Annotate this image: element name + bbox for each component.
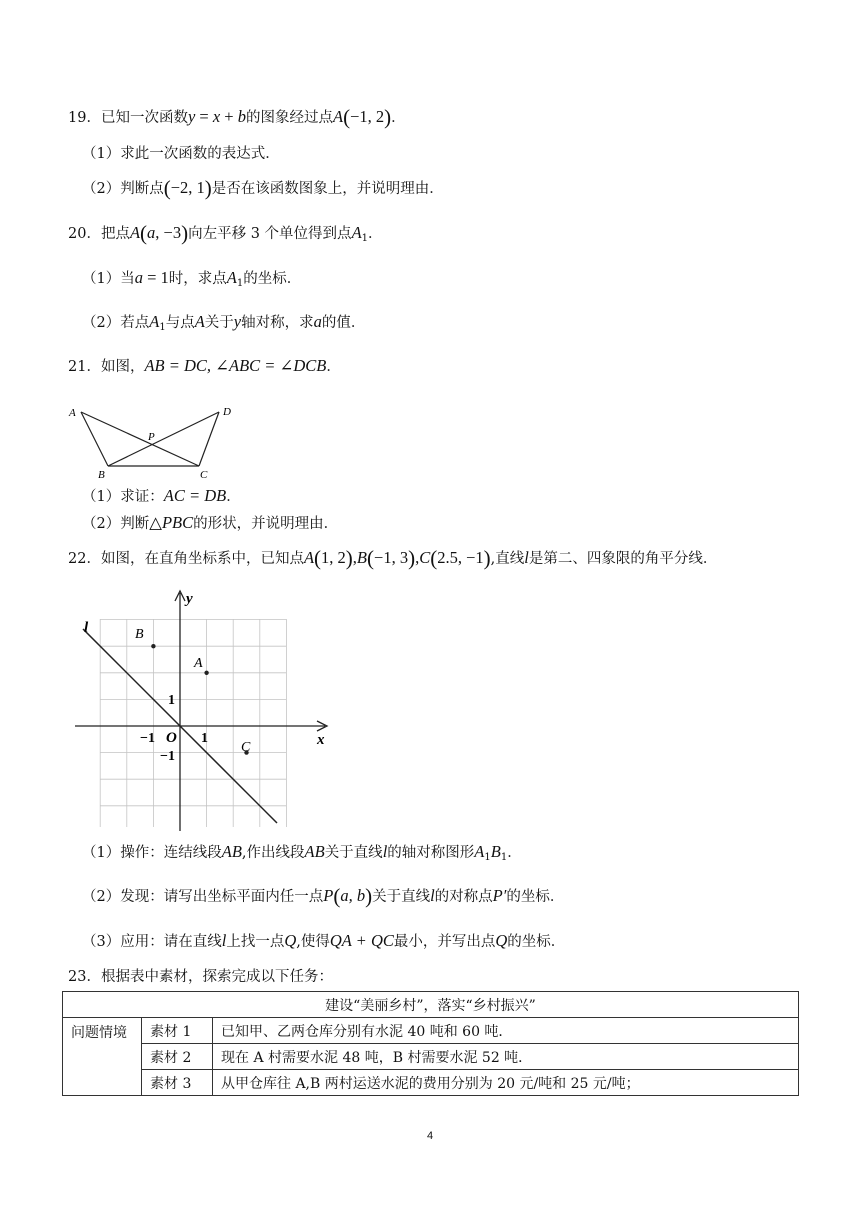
label-o: O bbox=[166, 730, 177, 746]
row-label: 素材 1 bbox=[142, 1018, 213, 1044]
row-content: 已知甲、乙两仓库分别有水泥 40 吨和 60 吨． bbox=[213, 1018, 799, 1044]
q20-part1: （1）当a = 1时，求点$A_1$的坐标． bbox=[82, 268, 302, 289]
fig21-label-p: P bbox=[148, 431, 155, 443]
table-title: 建设“美丽乡村”，落实“乡村振兴” bbox=[63, 992, 799, 1018]
q22-stem: 22．如图，在直角坐标系中，已知点A(1, 2),B(−1, 3),C(2.5, −1),直线l是第二、四象限的角平分线． bbox=[68, 546, 718, 570]
point-a bbox=[204, 671, 208, 675]
q22-part2: （2）发现：请写出坐标平面内任一点P(a, b)关于直线l的对称点P′的坐标． bbox=[82, 884, 565, 908]
table-title-row bbox=[63, 992, 799, 1018]
q21-part1: （1）求证：AC = DB． bbox=[82, 486, 241, 505]
label-c: C bbox=[241, 740, 251, 755]
materials-table bbox=[62, 991, 799, 1096]
label-a: A bbox=[194, 656, 203, 671]
grid bbox=[100, 619, 286, 827]
table-row bbox=[63, 1070, 799, 1096]
fig21-label-a: A bbox=[69, 407, 76, 419]
q21-part2: （2）判断△PBC的形状，并说明理由． bbox=[82, 513, 339, 532]
table-row bbox=[63, 1044, 799, 1070]
label-y: y bbox=[186, 591, 193, 607]
row-content: 从甲仓库往 A,B 两村运送水泥的费用分别为 20 元/吨和 25 元/吨； bbox=[213, 1070, 799, 1096]
tick-1-x: 1 bbox=[201, 731, 208, 746]
q20-stem: 20．把点A(a, −3)向左平移 3 个单位得到点$A_1$． bbox=[68, 221, 383, 245]
row-label: 素材 2 bbox=[142, 1044, 213, 1070]
label-x: x bbox=[317, 732, 325, 748]
tick-neg1-y: −1 bbox=[160, 749, 175, 764]
page-number: 4 bbox=[426, 1130, 434, 1142]
q19-stem: 19．已知一次函数y = x + b的图象经过点A(−1, 2)． bbox=[68, 105, 406, 129]
fig21-label-d: D bbox=[223, 406, 231, 418]
q19-part1: （1）求此一次函数的表达式． bbox=[82, 146, 280, 162]
q20-part2: （2）若点$A_1$与点A关于y轴对称，求a的值． bbox=[82, 312, 366, 333]
q19-part2: （2）判断点(−2, 1)是否在该函数图象上，并说明理由． bbox=[82, 176, 444, 200]
q22-part3: （3）应用：请在直线l上找一点Q,使得QA + QC最小，并写出点Q的坐标． bbox=[82, 931, 566, 950]
label-l: l bbox=[84, 620, 89, 636]
point-b bbox=[151, 644, 155, 648]
tick-neg1-x: −1 bbox=[140, 731, 155, 746]
fig21-label-b: B bbox=[98, 469, 105, 481]
q23-stem: 23．根据表中素材，探索完成以下任务： bbox=[68, 969, 333, 985]
q21-figure bbox=[64, 398, 244, 482]
context-label: 问题情境 bbox=[63, 1018, 142, 1096]
fig21-label-c: C bbox=[200, 469, 208, 481]
row-label: 素材 3 bbox=[142, 1070, 213, 1096]
row-content: 现在 A 村需要水泥 48 吨，B 村需要水泥 52 吨． bbox=[213, 1044, 799, 1070]
q22-part1: （1）操作：连结线段AB,作出线段AB关于直线l的轴对称图形$A_1B_1$． bbox=[82, 842, 522, 863]
q21-stem: 21．如图，AB = DC, ∠ABC = ∠DCB． bbox=[68, 356, 341, 375]
label-b: B bbox=[135, 627, 144, 642]
tick-1-y: 1 bbox=[168, 693, 175, 708]
axes bbox=[75, 591, 327, 831]
q22-figure bbox=[70, 585, 340, 835]
table-row bbox=[63, 1018, 799, 1044]
